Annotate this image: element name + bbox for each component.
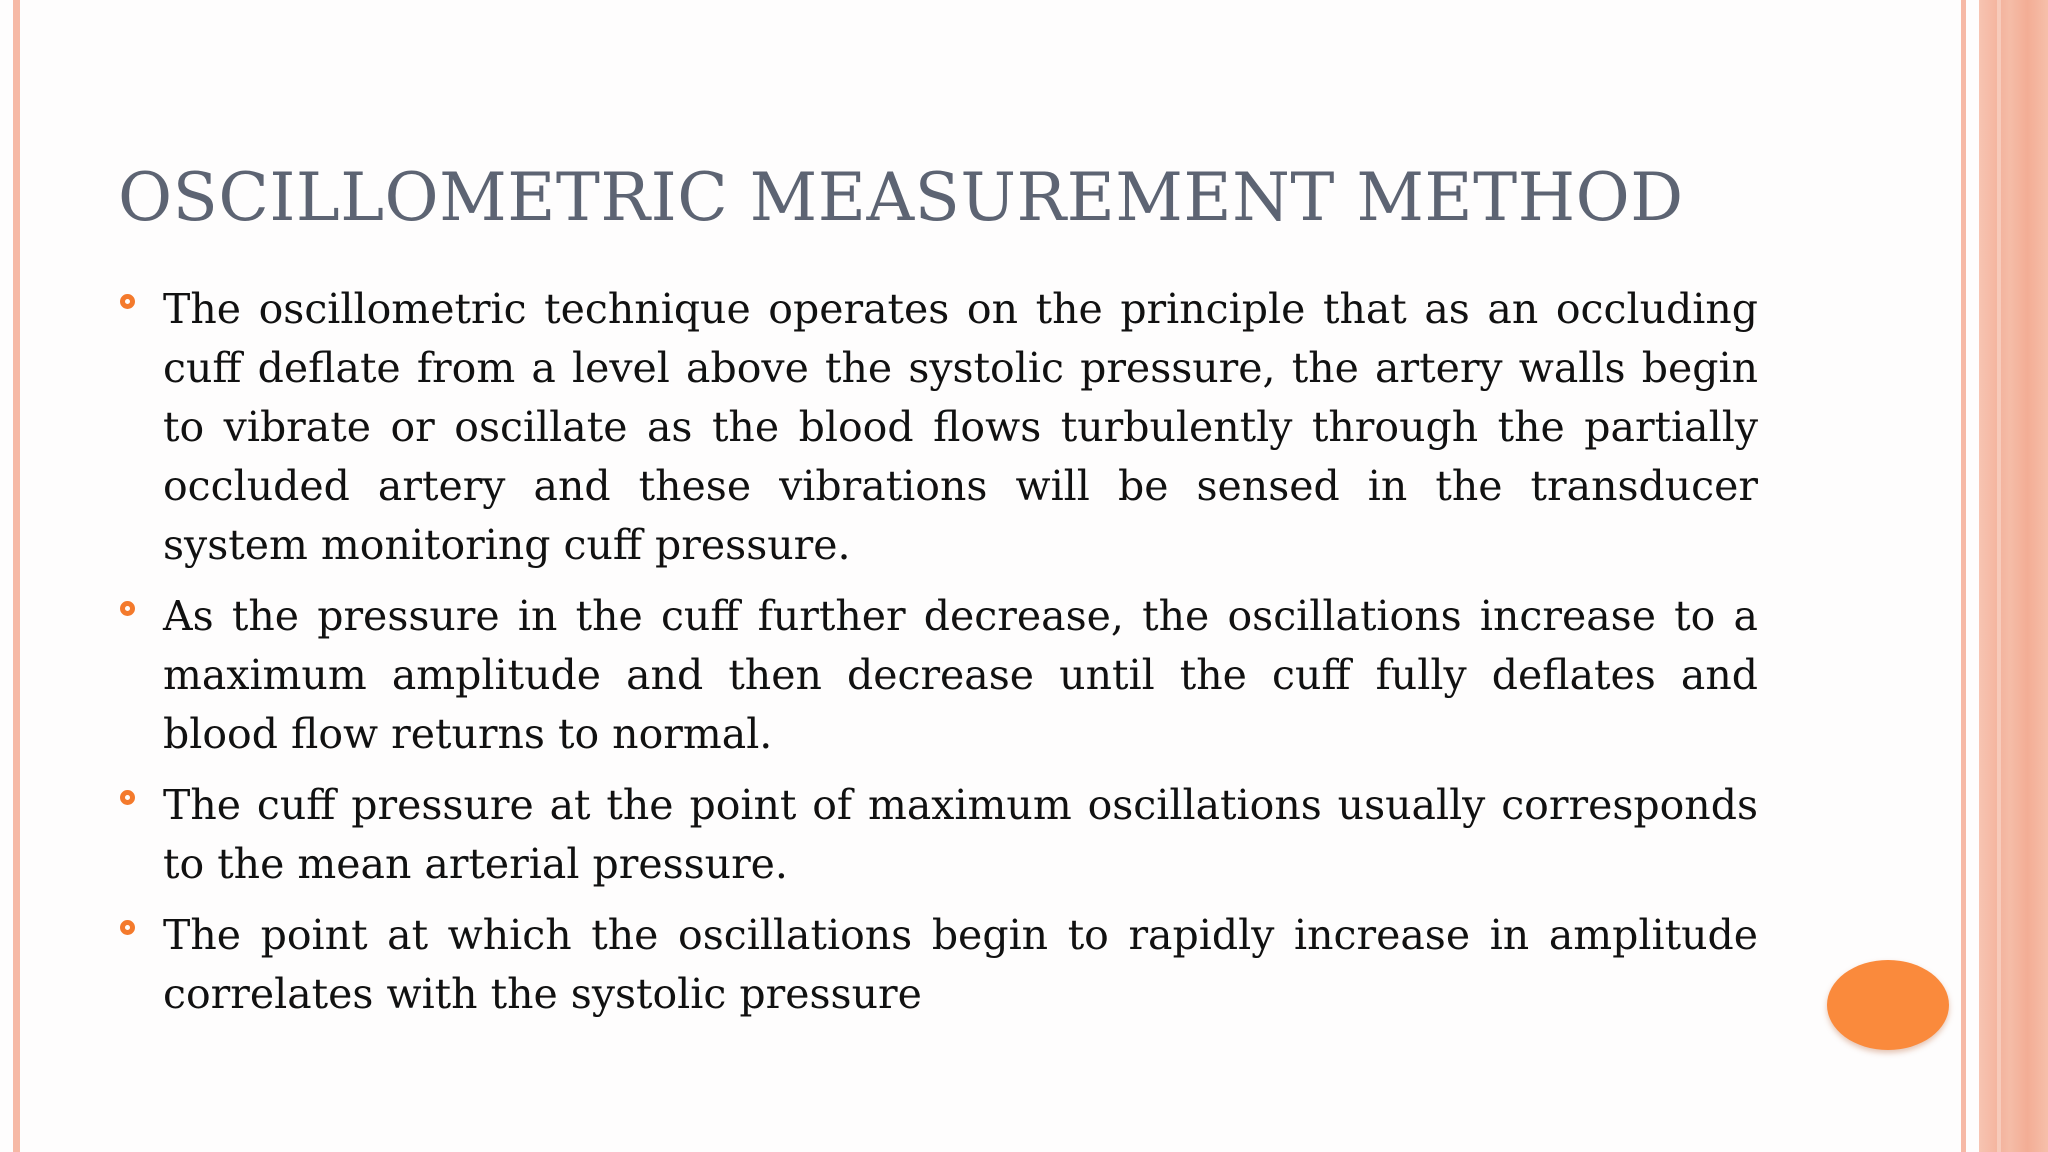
- bullet-text: The point at which the oscillations begin to rapidly increase in amplitude correlates with the systolic pressure: [163, 911, 1758, 1018]
- oval-marker: [1827, 960, 1949, 1050]
- right-border-band: [1979, 0, 2048, 1152]
- bullet-text: The oscillometric technique operates on the principle that as an occluding cuff deflate from a level above the systolic pressure, the artery walls begin to vibrate or oscillate as the blood flows turbulently through the partially occluded artery and these vibrations will be sensed in the transducer system monitoring cuff pressure.: [163, 285, 1758, 569]
- ring-bullet-icon: [120, 601, 135, 616]
- slide-title: OSCILLOMETRIC MEASUREMENT METHOD: [118, 159, 1684, 236]
- bullet-list: [120, 280, 1758, 1036]
- bullet-text: As the pressure in the cuff further decrease, the oscillations increase to a maximum amplitude and then decrease until the cuff fully deflates and blood flow returns to normal.: [163, 592, 1758, 758]
- ring-bullet-icon: [120, 790, 135, 805]
- bullet-item: [120, 280, 1758, 575]
- right-border-stripe: [1997, 0, 2001, 1152]
- bullet-item: [120, 906, 1758, 1024]
- ring-bullet-icon: [120, 920, 135, 935]
- bullet-item: [120, 587, 1758, 764]
- right-border-line: [1961, 0, 1966, 1152]
- left-border-line: [13, 0, 20, 1152]
- ring-bullet-icon: [120, 294, 135, 309]
- bullet-text: The cuff pressure at the point of maximum oscillations usually corresponds to the mean arterial pressure.: [163, 781, 1758, 888]
- bullet-item: [120, 776, 1758, 894]
